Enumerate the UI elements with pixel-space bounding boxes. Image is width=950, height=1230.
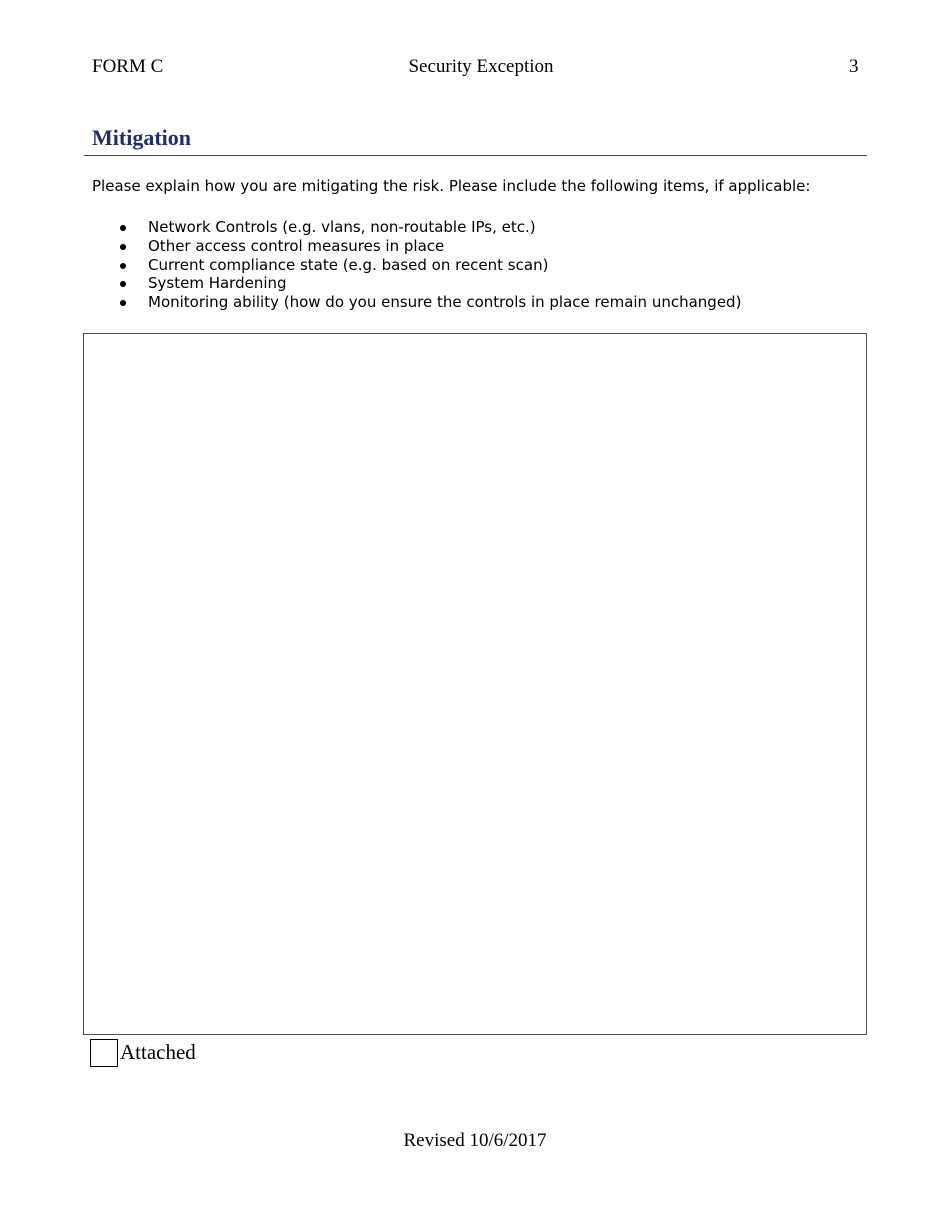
attached-label: Attached: [120, 1040, 196, 1064]
bullet-icon: [120, 300, 126, 306]
bullet-icon: [120, 281, 126, 287]
list-item: [92, 256, 741, 275]
bullet-icon: [120, 244, 126, 250]
form-title: Security Exception: [408, 56, 554, 77]
section-divider: [84, 155, 867, 156]
revision-date: Revised 10/6/2017: [403, 1130, 547, 1151]
mitigation-response-field[interactable]: [83, 333, 867, 1035]
mitigation-items-list: [92, 218, 741, 312]
instructions-text: Please explain how you are mitigating the risk. Please include the following items, if applicable:: [92, 177, 811, 195]
list-item-text: Other access control measures in place: [148, 236, 445, 255]
list-item: [92, 274, 741, 293]
list-item-text: Current compliance state (e.g. based on recent scan): [148, 255, 549, 274]
page-number: 3: [849, 56, 859, 77]
bullet-icon: [120, 263, 126, 269]
section-title: Mitigation: [92, 125, 191, 150]
form-id: FORM C: [92, 56, 164, 77]
list-item-text: System Hardening: [148, 274, 287, 293]
list-item-text: Monitoring ability (how do you ensure the controls in place remain unchanged): [148, 293, 742, 312]
list-item: [92, 293, 741, 312]
list-item: [92, 237, 741, 256]
bullet-icon: [120, 225, 126, 231]
list-item: [92, 218, 741, 237]
attached-checkbox[interactable]: [90, 1039, 118, 1067]
list-item-text: Network Controls (e.g. vlans, non-routable IPs, etc.): [148, 218, 536, 236]
